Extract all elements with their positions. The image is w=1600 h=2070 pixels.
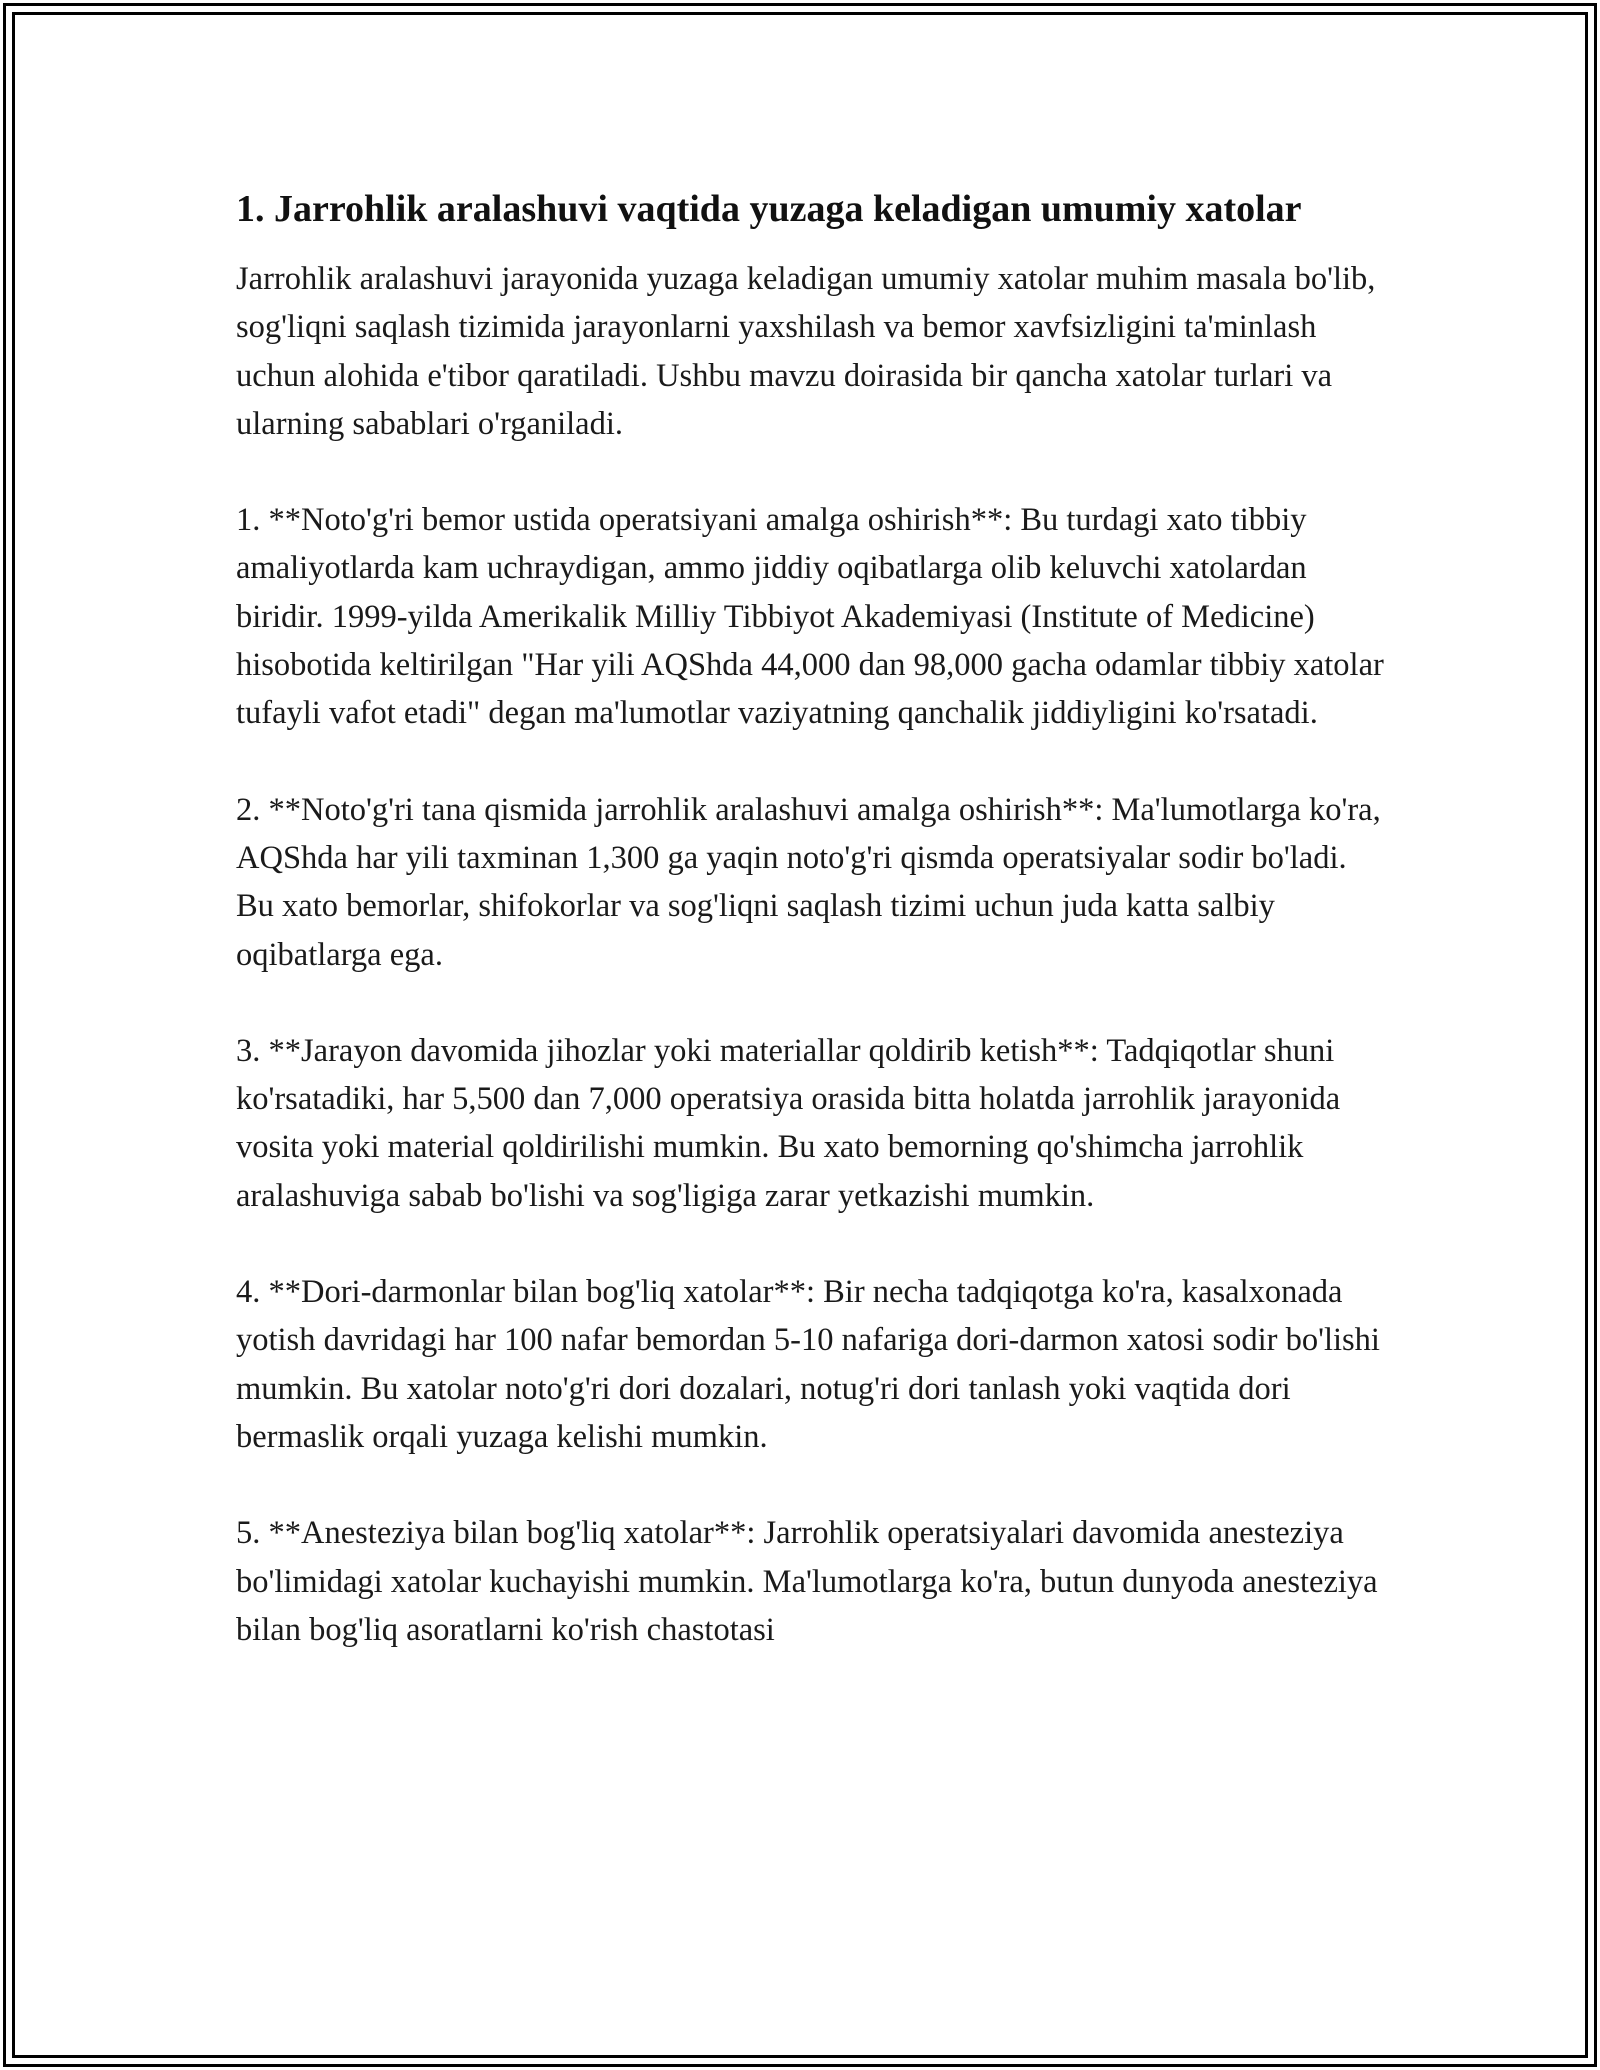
list-item-1: 1. **Noto'g'ri bemor ustida operatsiyani amalga oshirish**: Bu turdagi xato tibbiy amaliyotlarda kam uchraydigan, ammo jiddiy oqibatlarga olib keluvchi xatolardan biridir. 1999-yilda Amerikalik Milliy Tibbiyot Akademiyasi (Institute of Medicine) hisobotida keltirilgan "Har yili AQShda 44,000 dan 98,000 gacha odamlar tibbiy xatolar tufayli vafot etadi" degan ma'lumotlar vaziyatning qanchalik jiddiyligini ko'rsatadi.	[236, 502, 1384, 732]
list-item-4: 4. **Dori-darmonlar bilan bog'liq xatolar**: Bir necha tadqiqotga ko'ra, kasalxonada yotish davridagi har 100 nafar bemordan 5-10 nafariga dori-darmon xatosi sodir bo'lishi mumkin. Bu xatolar noto'g'ri dori dozalari, notug'ri dori tanlash yoki vaqtida dori bermaslik orqali yuzaga kelishi mumkin.	[236, 1274, 1380, 1455]
intro-paragraph: Jarrohlik aralashuvi jarayonida yuzaga keladigan umumiy xatolar muhim masala bo'lib, sog'liqni saqlash tizimida jarayonlarni yaxshilash va bemor xavfsizligini ta'minlash uchun alohida e'tibor qaratiladi. Ushbu mavzu doirasida bir qancha xatolar turlari va ularning sabablari o'rganiladi.	[236, 261, 1376, 442]
list-item-5: 5. **Anesteziya bilan bog'liq xatolar**: Jarrohlik operatsiyalari davomida anesteziya bo'limidagi xatolar kuchayishi mumkin. Ma'lumotlarga ko'ra, butun dunyoda anesteziya bilan bog'liq asoratlarni ko'rish chastotasi	[236, 1515, 1378, 1648]
document-page	[236, 182, 1386, 1654]
list-item-3: 3. **Jarayon davomida jihozlar yoki materiallar qoldirib ketish**: Tadqiqotlar shuni ko'rsatadiki, har 5,500 dan 7,000 operatsiya orasida bitta holatda jarrohlik jarayonida vosita yoki material qoldirilishi mumkin. Bu xato bemorning qo'shimcha jarrohlik aralashuviga sabab bo'lishi va sog'ligiga zarar yetkazishi mumkin.	[236, 1032, 1341, 1214]
list-item-2: 2. **Noto'g'ri tana qismida jarrohlik aralashuvi amalga oshirish**: Ma'lumotlarga ko'ra, AQShda har yili taxminan 1,300 ga yaqin noto'g'ri qismda operatsiyalar sodir bo'ladi. Bu xato bemorlar, shifokorlar va sog'liqni saqlash tizimi uchun juda katta salbiy oqibatlarga ega.	[236, 791, 1381, 973]
section-title: 1. Jarrohlik aralashuvi vaqtida yuzaga keladigan umumiy xatolar	[236, 188, 1302, 230]
